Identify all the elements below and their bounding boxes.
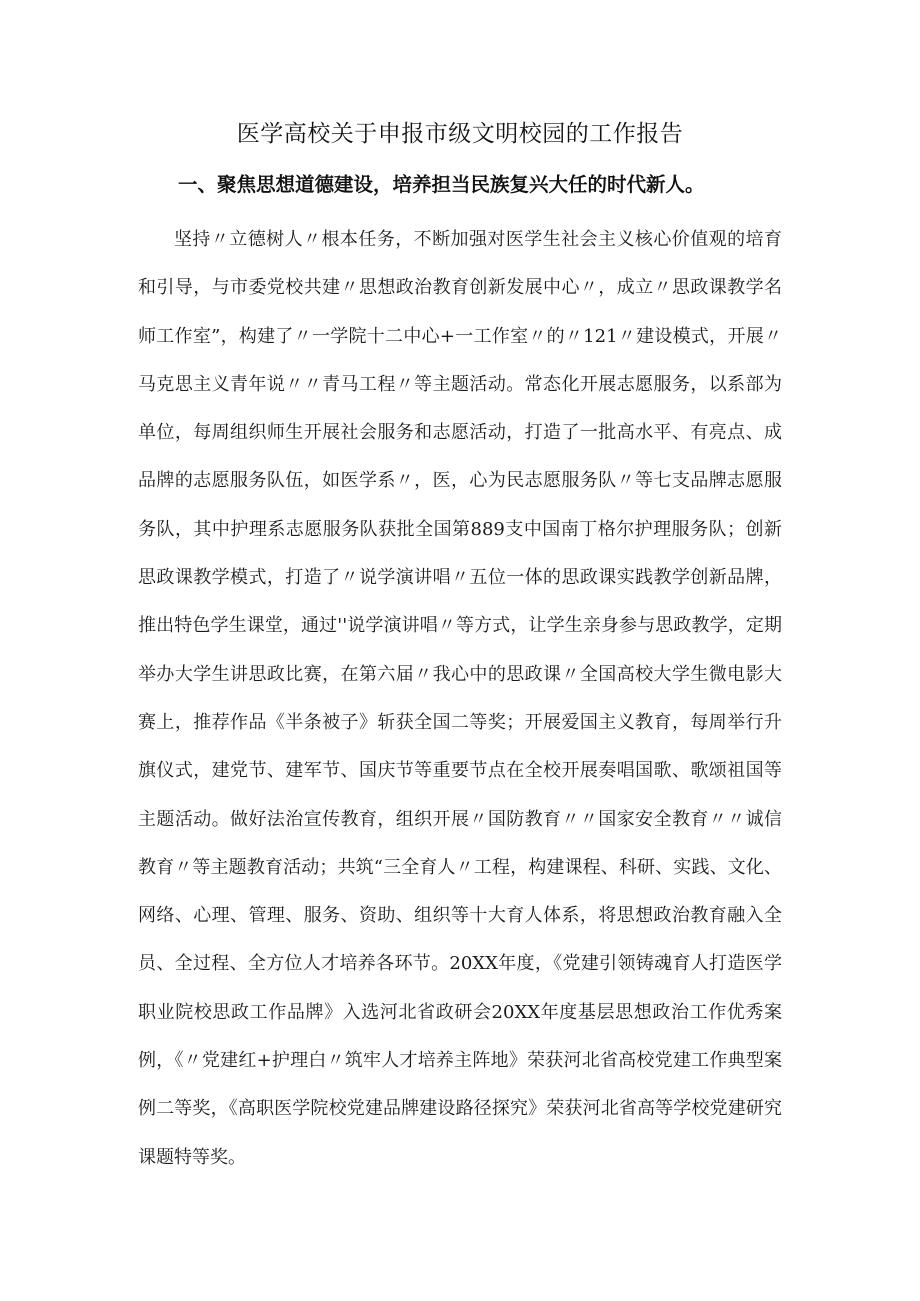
document-title: 医学高校关于申报市级文明校园的工作报告 xyxy=(236,121,684,147)
section-heading: 一、聚焦思想道德建设，培养担当民族复兴大任的时代新人。 xyxy=(178,173,705,196)
body-paragraph: 坚持〃立德树人〃根本任务，不断加强对医学生社会主义核心价值观的培育和引导，与市委党校共建〃思想政治教育创新发展中心〃，成立〃思政课教学名师工作室”，构建了〃一学院十二中心+一工作室〃的〃121〃建设模式，开展〃马克思主义青年说〃〃青马工程〃等主题活动。常态化开展志愿服务，以系部为单位，每周组织师生开展社会服务和志愿活动，打造了一批高水平、有亮点、成品牌的志愿服务队伍，如医学系〃，医，心为民志愿服务队〃等七支品牌志愿服务队，其中护理系志愿服务队获批全国第889支中国南丁格尔护理服务队；创新思政课教学模式，打造了〃说学演讲唱〃五位一体的思政课实践教学创新品牌，推出特色学生课堂，通过''说学演讲唱〃等方式，让学生亲身参与思政教学，定期举办大学生讲思政比赛，在第六届〃我心中的思政课〃全国高校大学生微电影大赛上，推荐作品《半条被子》斩获全国二等奖；开展爱国主义教育，每周举行升旗仪式，建党节、建军节、国庆节等重要节点在全校开展奏唱国歌、歌颂祖国等主题活动。做好法治宣传教育，组织开展〃国防教育〃〃国家安全教育〃〃诚信教育〃等主题教育活动；共筑“三全育人〃工程，构建课程、科研、实践、文化、网络、心理、管理、服务、资助、组织等十大育人体系，将思想政治教育融入全员、全过程、全方位人才培养各环节。20XX年度，《党建引领铸魂育人打造医学职业院校思政工作品牌》入选河北省政研会20XX年度基层思想政治工作优秀案例，《〃党建红+护理白〃筑牢人才培养主阵地》荣获河北省高校党建工作典型案例二等奖，《高职医学院校党建品牌建设路径探究》荣获河北省高等学校党建研究课题特等奖。 xyxy=(138,229,782,1168)
